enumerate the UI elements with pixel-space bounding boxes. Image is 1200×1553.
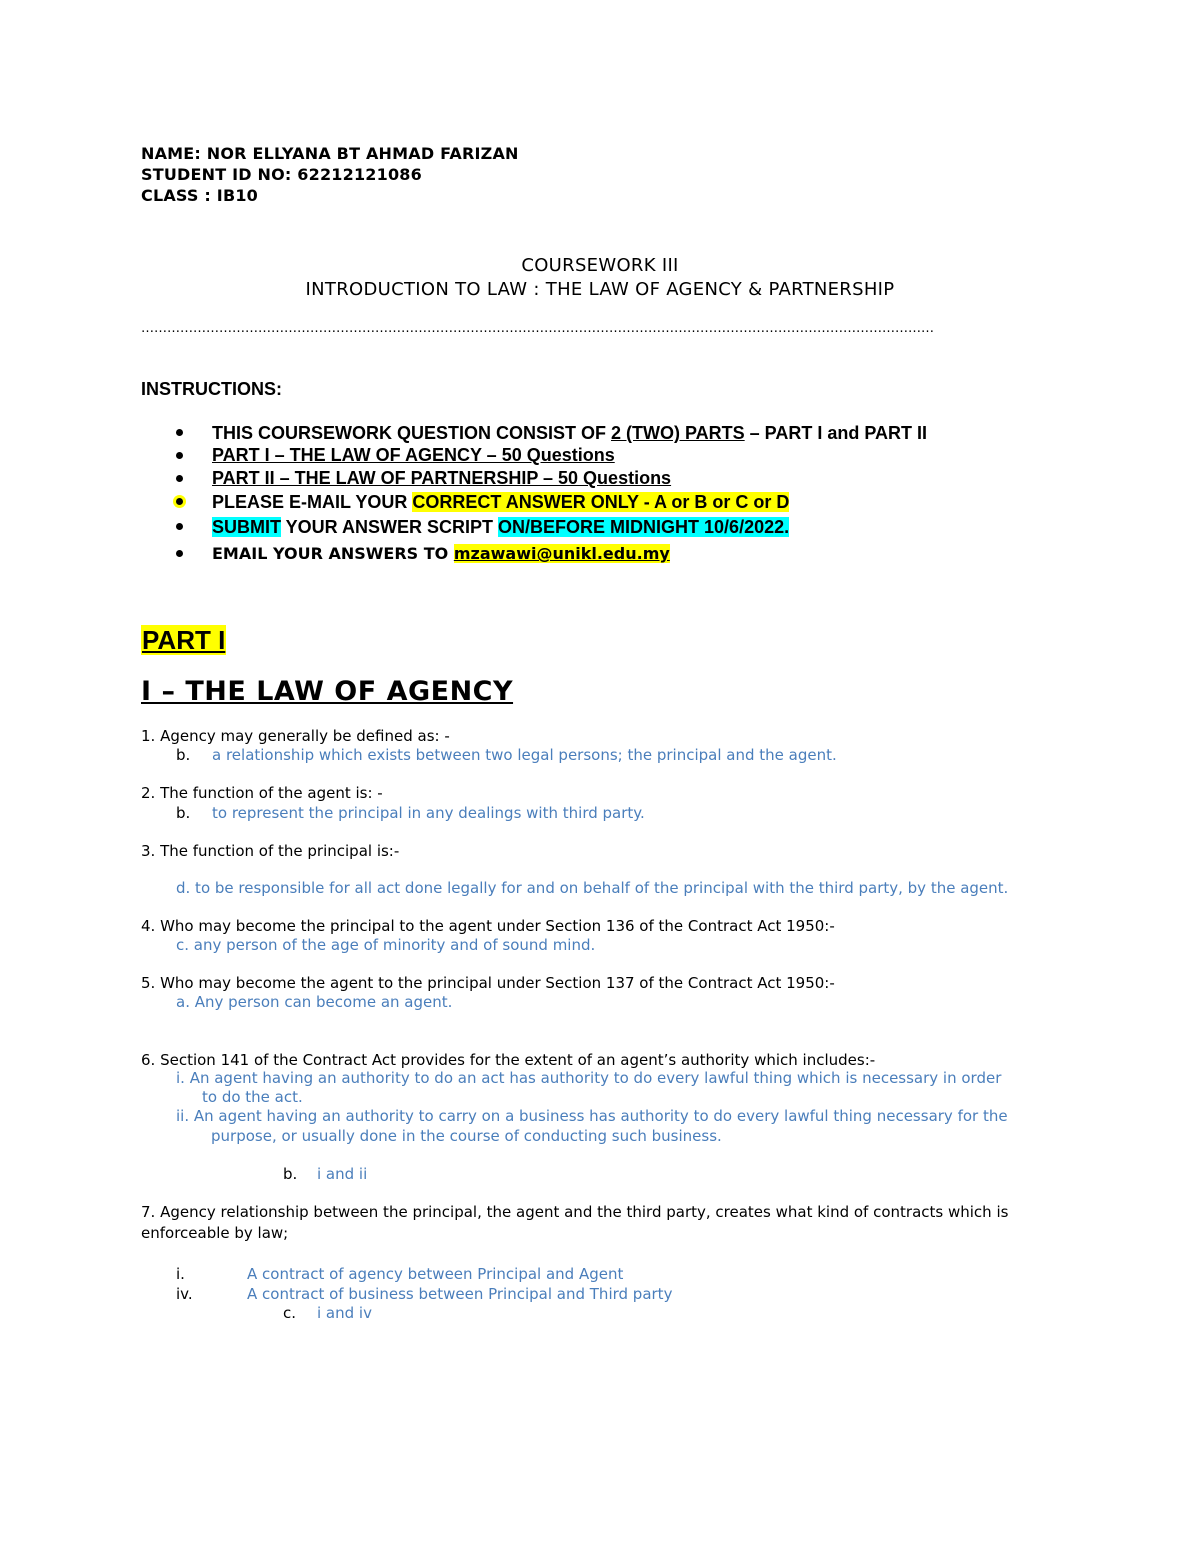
option-6-i-cont: to do the act. bbox=[202, 1088, 303, 1106]
answer-7: c. i and iv bbox=[283, 1304, 372, 1322]
instruction-item: PLEASE E-MAIL YOUR CORRECT ANSWER ONLY - A or B or C or D bbox=[170, 490, 927, 514]
answer-5: a. Any person can become an agent. bbox=[176, 993, 453, 1011]
option-6-i: i. An agent having an authority to do an act has authority to do every lawful thing which is necessary in order bbox=[176, 1069, 1002, 1087]
question-4: 4. Who may become the principal to the agent under Section 136 of the Contract Act 1950:- bbox=[141, 917, 835, 935]
bullet-icon bbox=[176, 429, 183, 436]
question-5: 5. Who may become the agent to the principal under Section 137 of the Contract Act 1950:- bbox=[141, 974, 835, 992]
option-7-iv: iv. A contract of business between Principal and Third party bbox=[176, 1285, 673, 1303]
answer-3: d. to be responsible for all act done legally for and on behalf of the principal with the third party, by the agent. bbox=[176, 879, 1009, 897]
instruction-item: EMAIL YOUR ANSWERS TO mzawawi@unikl.edu.my bbox=[170, 540, 927, 568]
bullet-icon bbox=[176, 475, 183, 482]
dotted-divider: ………………………………………………………………………………………………………………………………………………………………… bbox=[141, 322, 934, 336]
email-link[interactable]: mzawawi@unikl.edu.my bbox=[453, 544, 670, 563]
question-7: 7. Agency relationship between the principal, the agent and the third party, creates what kind of contracts which is bbox=[141, 1203, 1009, 1221]
instruction-item: THIS COURSEWORK QUESTION CONSIST OF 2 (TWO) PARTS – PART I and PART II bbox=[170, 422, 927, 444]
bullet-icon bbox=[176, 523, 183, 530]
instruction-item: PART I – THE LAW OF AGENCY – 50 Questions bbox=[170, 444, 927, 467]
bullet-icon bbox=[176, 452, 183, 459]
student-id: STUDENT ID NO: 62212121086 bbox=[141, 165, 422, 184]
option-6-ii-cont: purpose, or usually done in the course of conducting such business. bbox=[211, 1127, 722, 1145]
option-7-i: i. A contract of agency between Principal and Agent bbox=[176, 1265, 624, 1283]
coursework-title: COURSEWORK III bbox=[521, 255, 679, 276]
question-2: 2. The function of the agent is: - bbox=[141, 784, 383, 802]
course-subtitle: INTRODUCTION TO LAW : THE LAW OF AGENCY & PARTNERSHIP bbox=[305, 279, 895, 300]
answer-6: b. i and ii bbox=[283, 1165, 368, 1183]
bullet-icon bbox=[176, 498, 183, 505]
section-title: I – THE LAW OF AGENCY bbox=[141, 676, 514, 707]
instructions-list bbox=[170, 422, 927, 568]
instructions-heading: INSTRUCTIONS: bbox=[141, 379, 282, 399]
option-6-ii: ii. An agent having an authority to carry on a business has authority to do every lawful thing necessary for the bbox=[176, 1107, 1008, 1125]
question-1: 1. Agency may generally be defined as: - bbox=[141, 727, 450, 745]
answer-4: c. any person of the age of minority and of sound mind. bbox=[176, 936, 596, 954]
student-class: CLASS : IB10 bbox=[141, 186, 259, 205]
instruction-item: SUBMIT YOUR ANSWER SCRIPT ON/BEFORE MIDNIGHT 10/6/2022. bbox=[170, 514, 927, 540]
question-3: 3. The function of the principal is:- bbox=[141, 842, 400, 860]
bullet-icon bbox=[176, 550, 183, 557]
instruction-item: PART II – THE LAW OF PARTNERSHIP – 50 Questions bbox=[170, 467, 927, 490]
question-6: 6. Section 141 of the Contract Act provides for the extent of an agent’s authority which includes:- bbox=[141, 1051, 876, 1069]
question-7-cont: enforceable by law; bbox=[141, 1224, 289, 1242]
answer-2: b. to represent the principal in any dealings with third party. bbox=[176, 804, 645, 822]
answer-1: b. a relationship which exists between two legal persons; the principal and the agent. bbox=[176, 746, 837, 764]
part-label: PART I bbox=[142, 625, 226, 655]
student-name: NAME: NOR ELLYANA BT AHMAD FARIZAN bbox=[141, 144, 519, 163]
